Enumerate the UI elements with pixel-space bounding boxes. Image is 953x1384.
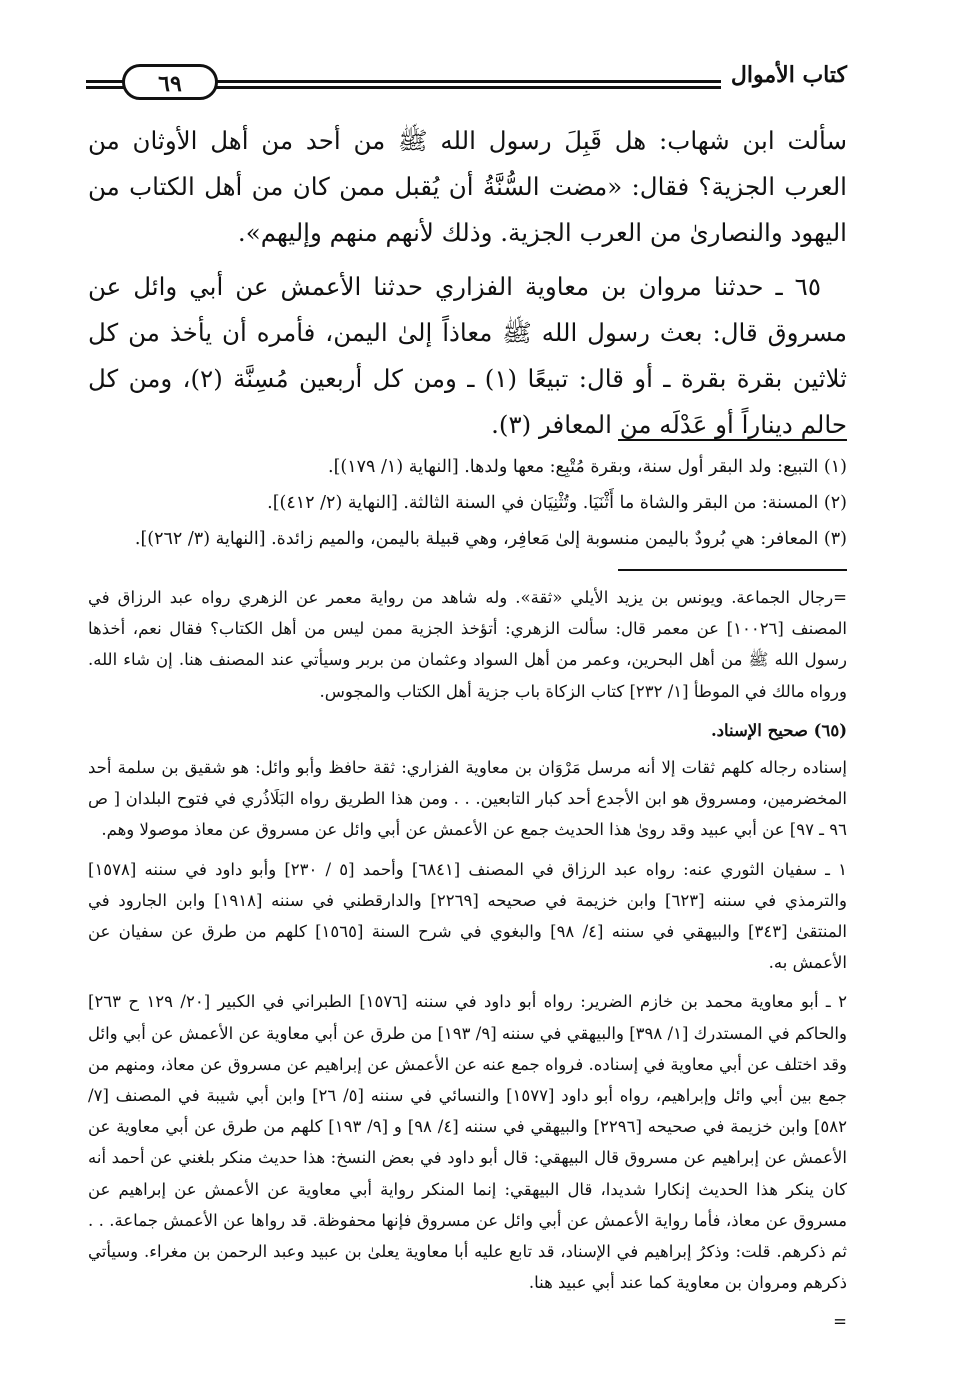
page-header <box>86 60 847 102</box>
commentary-heading: (٦٥) صحيح الإسناد. <box>710 720 847 740</box>
commentary-paragraph: ١ ـ سفيان الثوري عنه: رواه عبد الرزاق في المصنف [٦٨٤١] وأحمد [٥ / ٢٣٠] وأبو داود في سننه [١٥٧٨] والترمذي في سننه [٦٢٣] وابن خزيمة في صحيحه [٢٢٦٩] والدارقطني في سننه [١٩١٨] وابن الجارود في المنتقیٰ [٣٤٣] والبيهقي في سننه [٤/ ٩٨] والبغوي في شرح السنة [١٥٦٥] كلهم من طرق عن سفيان عن الأعمش به. <box>88 859 848 973</box>
main-text <box>88 118 847 456</box>
commentary-paragraph: إسناده رجاله كلهم ثقات إلا أنه مرسل مَرْوَان بن معاوية الفزاري: ثقة حافظ وأبو وائل: هو شقيق بن سلمة أحد المخضرمين، ومسروق هو ابن الأجدع أحد كبار التابعين. . . ومن هذا الطريق رواه البَلَاذُري في فتوح البلدان [ ص ٩٦ ـ ٩٧] عن أبي عبيد وقد رویٰ هذا الحديث جمع عن الأعمش عن أبي وائل عن مسروق عن معاذ موصولا وهم. <box>88 758 847 840</box>
commentary-continued: =رجال الجماعة. ويونس بن يزيد الأيلي «ثقة». وله شاهد من رواية معمر عن الزهري رواه عبد الرزاق في المصنف [١٠٠٢٦] عن معمر قال: سألت الزهري: أتؤخذ الجزية ممن ليس من أهل الكتاب؟ فقال نعم، أخذها رسول الله ﷺ من أهل البحرين، وعمر من أهل السواد وعثمان من بربر وسيأتي عند المصنف هنا. إن شاء الله. ورواه مالك في الموطأ [١/ ٢٣٢] كتاب الزكاة باب جزية أهل الكتاب والمجوس. <box>88 588 848 701</box>
hadith-paragraph: ٦٥ ـ حدثنا مروان بن معاوية الفزاري حدثنا الأعمش عن أبي وائل عن مسروق قال: بعث رسول الله ﷺ معاذاً إلىٰ اليمن، فأمره أن يأخذ من كل ثلاثين بقرة بقرة ـ أو قال: تبيعًا (١) ـ ومن كل أربعين مُسِنَّة (٢)، ومن كل حالم ديناراً أو عَدْلَه من المعافر (٣). <box>88 272 847 439</box>
continuation-mark: = <box>833 1312 847 1332</box>
commentary-paragraph: ٢ ـ أبو معاوية محمد بن خازم الضرير: رواه أبو داود في سننه [١٥٧٦] الطبراني في الكبير [٢٠/ ١٢٩ ح ٢٦٣] والحاكم في المستدرك [١/ ٣٩٨] والبيهقي في سننه [٩/ ١٩٣] من طرق عن أبي معاوية عن الأعمش عن أبي وائل وقد اختلف عن أبي معاوية في إسناده. فرواه جمع عنه عن الأعمش عن إبراهيم عن مسروق عن معاذ، ومنهم من جمع بين أبي وائل وإبراهيم، رواه أبو داود [١٥٧٧] والنسائي في سننه [٥/ ٢٦] وابن أبي شيبة في المصنف [٧/ ٥٨٢] وابن خزيمة في صحيحه [٢٢٩٦] والبيهقي في سننه [٤/ ٩٨] و [٩/ ١٩٣] كلهم من طرق عن أبي معاوية عن الأعمش عن إبراهيم عن مسروق قال البيهقي: قال أبو داود في بعض النسخ: هذا حديث منكر بلغني عن أحمد أنه كان ينكر هذا الحديث إنكارا شديدا، قال البيهقي: إنما المنكر رواية أبي معاوية عن الأعمش عن إبراهيم عن مسروق عن معاذ، فأما رواية الأعمش عن أبي وائل عن مسروق فإنها محفوظة. قد رواها عن الأعمش جماعة. . . ثم ذكرهم. قلت: وذكرُ إبراهيم في الإسناد، قد تابع عليه أبا معاوية يعلىٰ بن عبيد وعبد الرحمن بن مغراء. وسيأتي ذكرهم ومروان بن معاوية كما عند أبي عبيد هنا. <box>88 992 848 1293</box>
footnotes <box>88 449 847 557</box>
main-paragraph: سألت ابن شهاب: هل قَبِلَ رسول الله ﷺ من أحد من أهل الأوثان من العرب الجزية؟ فقال: «مضت السُّنَّةُ أن يُقبل ممن كان من أهل الكتاب من اليهود والنصارىٰ من العرب الجزية. وذلك لأنهم منهم وإليهم». <box>88 126 847 247</box>
footnote: (٣) المعافر: هي بُرودٌ باليمن منسوبة إلىٰ مَعافِر، وهي قبيلة باليمن، والميم زائدة. [النهاية (٣/ ٢٦٢)]. <box>134 529 847 549</box>
footnote-divider <box>618 439 847 441</box>
page-number: ٦٩ <box>122 64 218 100</box>
commentary-divider <box>618 569 847 571</box>
commentary <box>88 582 847 1346</box>
footnote: (٢) المسنة: من البقر والشاة ما أَثْنَيَا. وتُثْنِيَان في السنة الثالثة. [النهاية (٢/ ٤١٢)]. <box>267 493 847 513</box>
book-title: كتاب الأموال <box>730 62 847 88</box>
footnote: (١) التبيع: ولد البقر أول سنة، وبقرة مُتْبِع: معها ولدها. [النهاية (١/ ١٧٩)]. <box>328 457 847 477</box>
